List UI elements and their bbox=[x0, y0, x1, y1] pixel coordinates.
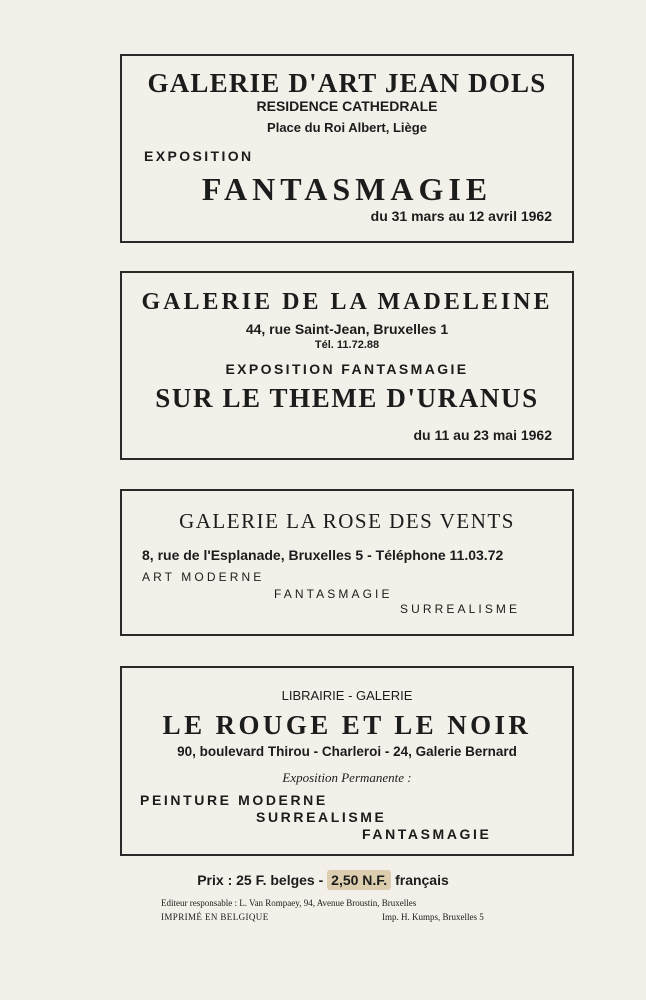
galerie-rose-tag-fantasmagie: FANTASMAGIE bbox=[274, 587, 393, 601]
galerie-dols-box bbox=[120, 54, 574, 243]
librairie-kind: LIBRAIRIE - GALERIE bbox=[281, 688, 413, 703]
galerie-madeleine-phone: Tél. 11.72.88 bbox=[314, 339, 380, 351]
galerie-rose-box bbox=[120, 489, 574, 636]
galerie-dols-dates: du 31 mars au 12 avril 1962 bbox=[370, 208, 552, 224]
printer-credit: Imp. H. Kumps, Bruxelles 5 bbox=[382, 912, 484, 922]
galerie-rose-tag-surrealisme: SURREALISME bbox=[400, 602, 521, 616]
galerie-dols-exhibition: FANTASMAGIE bbox=[201, 171, 493, 207]
librairie-address: 90, boulevard Thirou - Charleroi - 24, Galerie Bernard bbox=[177, 744, 517, 759]
galerie-madeleine-name: GALERIE DE LA MADELEINE bbox=[141, 289, 553, 315]
librairie-name: LE ROUGE ET LE NOIR bbox=[162, 710, 532, 740]
librairie-tag-fantasmagie: FANTASMAGIE bbox=[362, 826, 492, 842]
galerie-dols-label: EXPOSITION bbox=[144, 148, 254, 164]
galerie-madeleine-label: EXPOSITION FANTASMAGIE bbox=[225, 361, 469, 377]
galerie-rose-name: GALERIE LA ROSE DES VENTS bbox=[179, 509, 515, 533]
galerie-rose-tag-art-moderne: ART MODERNE bbox=[142, 570, 265, 584]
galerie-madeleine-address: 44, rue Saint-Jean, Bruxelles 1 bbox=[245, 321, 449, 337]
librairie-tag-peinture: PEINTURE MODERNE bbox=[140, 792, 328, 808]
galerie-dols-residence: RESIDENCE CATHEDRALE bbox=[256, 98, 438, 114]
price-belgian: Prix : 25 F. belges - bbox=[197, 872, 328, 888]
galerie-dols-address: Place du Roi Albert, Liège bbox=[267, 120, 427, 135]
price-line bbox=[0, 872, 646, 888]
galerie-dols-name: GALERIE D'ART JEAN DOLS bbox=[147, 68, 547, 98]
galerie-madeleine-theme: SUR LE THEME D'URANUS bbox=[155, 383, 539, 413]
price-french: 2,50 N.F. bbox=[327, 870, 391, 890]
galerie-rose-address: 8, rue de l'Esplanade, Bruxelles 5 - Téléphone 11.03.72 bbox=[142, 547, 504, 563]
galerie-madeleine-box bbox=[120, 271, 574, 460]
librairie-label: Exposition Permanente : bbox=[282, 770, 412, 785]
librairie-tag-surrealisme: SURREALISME bbox=[256, 809, 387, 825]
editor-credit: Editeur responsable : L. Van Rompaey, 94, Avenue Broustin, Bruxelles bbox=[161, 898, 417, 908]
galerie-madeleine-dates: du 11 au 23 mai 1962 bbox=[413, 427, 552, 443]
printed-in-credit: IMPRIMÉ EN BELGIQUE bbox=[161, 912, 269, 922]
price-suffix: français bbox=[391, 872, 449, 888]
librairie-box bbox=[120, 666, 574, 856]
